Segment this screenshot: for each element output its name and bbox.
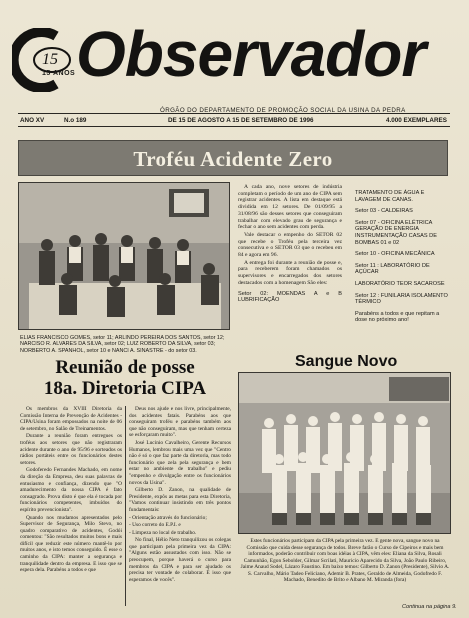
cipa-headline-line-1: Reunião de posse	[55, 357, 195, 378]
trophy-paragraph: A entrega foi durante a reunião de posse e, para receberem foram chamados os supervisores e encarregados dos setores destacados com a homenagem São eles:	[238, 259, 342, 286]
cipa-paragraph: Quando nos mudamos apresentados pelo Supervisor de Segurança, Milo Stevo, no quadro comparativo de acidentes, Godói comentou: "São resultados muitos bons e mais difícil que reduzir este número mantê-lo por muitos anos, e isto temos conseguido. É esse o caminho da CIPA: manter a segurança e tranquilidade dentro da empresa. E isso que se espera dela. Parabéns a todos e que	[20, 514, 122, 574]
issue-year: ANO XV	[20, 117, 45, 124]
logo-years-label: 15 ANOS	[42, 70, 76, 77]
cipa-paragraph: Gilberto D. Zanon, na qualidade de Presidente, expôs as metas para esta Diretoria, "Vamos continuar insistindo em três pontos fundamentais:	[129, 487, 231, 513]
sector-item: TRATAMENTO DE ÁGUA E LAVAGEM DE CANAS.	[355, 190, 425, 203]
sector-item: Setor 10 - OFICINA MECÂNICA	[355, 251, 435, 258]
new-members-caption: Estes funcionários participam da CIPA pela primeira vez. E gente nova, sangue novo na Comissão que cuida desse segurança de todos. Breve farão o Curso de Cipeiros e mais bem informados, poderão contribuir com boas idéias à CIPA, vêm eles: Eliana da Silva, Rosali Camunhão, Egon Sebolder, Gilmar Scrilati, Mauricio Aparecido da Silva, João Paulo Ribeiro, Jaime Anaud Sodel, Lázaro Faustino. Em baixo temos: Gilberto D. Zanon (Presidente), Silvio A. S. Carvalho, Mário Tadeo Feliciano, Ademir B. Prates, Geraldo de Almeida, Godofredo F. Machado, Benedito de Brito e Albano M. Miranda (fora)	[240, 538, 450, 583]
issue-number: N.o 189	[64, 117, 87, 124]
cipa-point: - Uso correto do E.P.I. e	[129, 522, 181, 529]
sector-item: Setor 11 : LABORATÓRIO DE AÇÚCAR	[355, 262, 430, 276]
new-members-photo	[238, 372, 451, 534]
sangue-novo-headline: Sangue Novo	[295, 353, 398, 370]
sector-item: LABORATÓRIO TEOR SACAROSE	[355, 280, 445, 287]
cipa-paragraph: Durante a reunião foram entregues os troféus aos setores que não registraram acidente durante o ano de 95/96 e sorteados os rádios portáteis entre os funcionários destes setores.	[20, 433, 122, 466]
cipa-paragraph: Deus nos ajude e nos livre, principalmente, dos acidentes fatais. Parabéns aos que conseguiram troféu e parabéns também aos que não conseguiram, mas que tenham certeza se esforçaram muito".	[129, 406, 231, 439]
cipa-paragraph: José Lucinio Cavalheiro, Gerente Recursos Humanos, lembrou mais uma vez que "Centro não é só o que faz parte da diretoria, mas todo funcionário que zela pela segurança e bem estar no ambiente de trabalho" e pediu "empenho e divulgação entre os funcionários novos da Usina".	[129, 439, 231, 486]
sector-item: Setor 03 - CALDEIRAS	[355, 208, 413, 215]
new-members-photo-illustration	[239, 373, 451, 534]
trophy-article-text	[238, 184, 342, 305]
cipa-article-col1	[20, 406, 122, 575]
svg-text:15: 15	[42, 51, 58, 68]
section-banner	[18, 140, 448, 176]
cipa-article-col2	[129, 406, 231, 584]
continued-note: Continua na página 9.	[402, 604, 457, 610]
trophy-paragraph: A cada ano, nove setores de indústria completam o período de um ano de CIPA sem registrar acidentes. A lista em destaque está dividida em 12 setores. De 01/09/95 a 31/08/96 são desses setores que conseguiram trabalhar com elevado grau de segurança e fechar o ano sem acidentes com perda.	[238, 184, 342, 231]
trophy-paragraph-sector-02: Setor 02: MOENDAS A e B LUBRIFICAÇÃO	[238, 290, 342, 304]
cipa-paragraph: No final, Hélio Neto tranquilizou os colegas que participam pela primeira vez da CIPA: "Alguns estão assustados com isso. Não se preocupem, porque haverá o curso para membros da CIPA e para ser ajudado os precisa ter vontade de colaborar. É isso que esperamos de vocês".	[129, 537, 231, 583]
sector-item: Setor 07 - OFICINA ELÉTRICA GERAÇÃO DE ENERGIA INSTRUMENTAÇÃO CASAS DE BOMBAS 01 e 02	[355, 219, 437, 246]
awarded-sectors-list	[355, 190, 449, 329]
trophy-winners-photo	[18, 182, 230, 330]
cipa-paragraph: Os membros da XVIII Diretoria da Comissão Interna de Prevenção de Acidentes - CIPA/Usina foram empossados na noite de 06 de setembro, no Salão de Treinamentos.	[20, 406, 122, 432]
sector-item: Setor 12 : FUNILARIA ISOLAMENTO TÉRMICO	[355, 292, 448, 306]
cipa-point: - Orientação através do funcionário;	[129, 514, 207, 521]
cipa-paragraph: Godoferedo Fernandes Machado, em nome da direção da Empresa, deu suas palavras de entusiasmo e confiança, dizendo que "O amadurecimento da nossa CIPA é fato consagrado. Prova disto é que ela é tocada por funcionários competentes, imbuídos do espírito prevencionista".	[20, 467, 122, 513]
cipa-headline	[20, 357, 230, 399]
masthead-subtitle: ÓRGÃO DO DEPARTAMENTO DE PROMOÇÃO SOCIAL DA USINA DA PEDRA	[160, 107, 406, 114]
cipa-headline-line-2: 18a. Diretoria CIPA	[43, 378, 207, 399]
print-run: 4.000 EXEMPLARES	[386, 117, 447, 124]
trophy-photo-caption: ELIAS FRANCISCO GOMES, setor 11; ARLINDO PEREIRA DOS SANTOS, setor 12; NARCISO R. ALVARES DA SILVA, setor 02; LUIZ ROBERTO DA SILVA, setor 03; NORBERTO A. SPANHOL, setor 10 e NANCI A. SINASTRE - do setor 03.	[20, 335, 225, 354]
banner-title: Troféu Acidente Zero	[133, 147, 333, 171]
group-photo-illustration	[19, 183, 230, 330]
newspaper-title: Observador	[76, 18, 426, 90]
sector-closing: Parabéns a todos e que repitam a dose no próximo ano!	[355, 310, 440, 324]
issue-info-bar	[18, 113, 450, 127]
masthead	[12, 18, 460, 96]
column-divider	[125, 406, 126, 606]
issue-dates: DE 15 DE AGOSTO A 15 DE SETEMBRO DE 1996	[168, 117, 314, 124]
cipa-point: - Limpeza no local de trabalho.	[129, 529, 197, 536]
trophy-paragraph: Vale destacar o empenho do SETOR 02 que recebe o Troféu pela terceira vez consecutiva e o SETOR 03 que o recebeu em 84 e agora em 96.	[238, 231, 342, 259]
